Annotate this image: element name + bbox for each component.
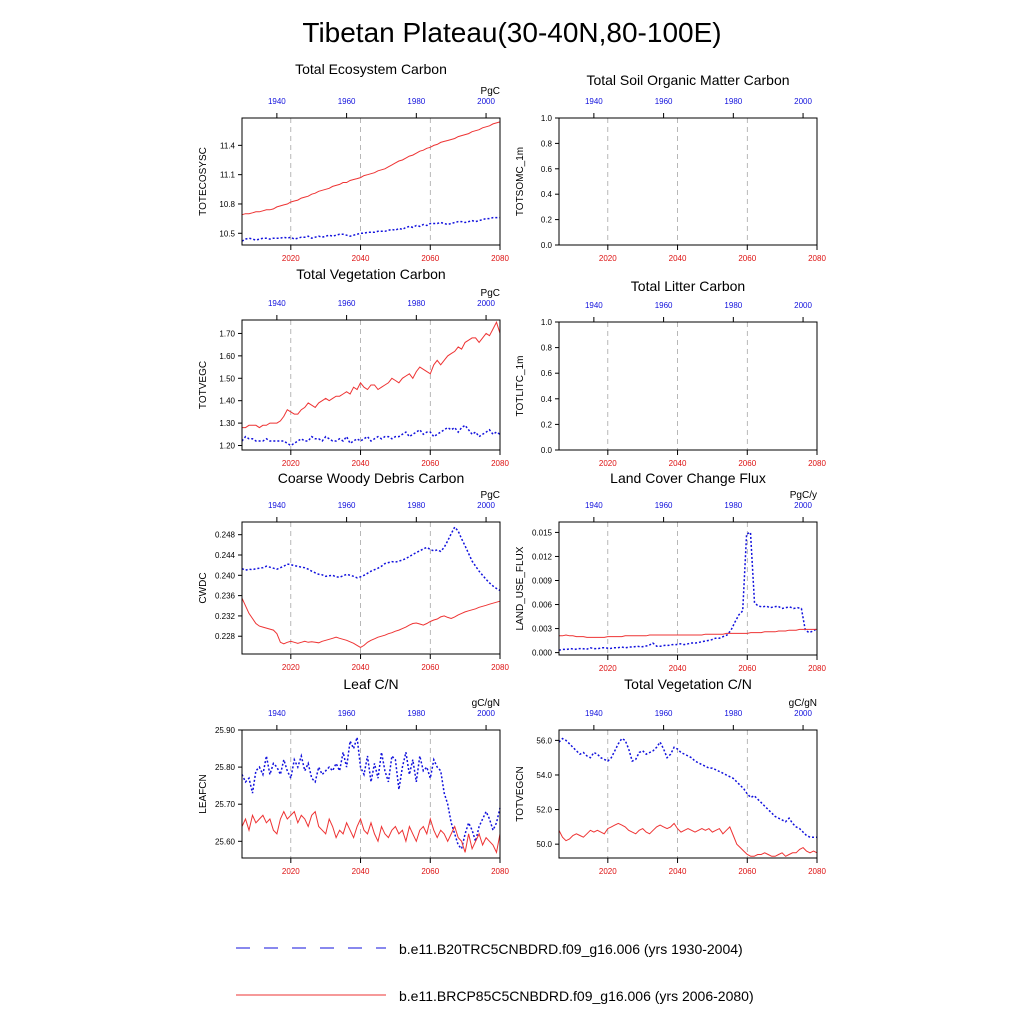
series-line-rcp85 (242, 598, 500, 647)
x-tick-label-bottom: 2040 (351, 459, 370, 468)
y-axis-label: TOTVEGCN (515, 766, 526, 822)
panel-units: gC/gN (788, 698, 817, 709)
x-tick-label-bottom: 2040 (668, 254, 687, 263)
y-tick-label: 56.0 (536, 736, 552, 746)
y-tick-label: 1.30 (219, 419, 235, 429)
x-tick-label-top: 1940 (584, 97, 603, 106)
x-tick-label-bottom: 2040 (351, 867, 370, 876)
series-line-historical (242, 527, 500, 590)
figure-title: Tibetan Plateau(30-40N,80-100E) (302, 17, 722, 48)
series-line-historical (242, 737, 500, 848)
legend (236, 941, 754, 1004)
y-tick-label: 1.0 (540, 114, 552, 123)
x-tick-label-top: 1960 (654, 301, 673, 310)
x-tick-label-bottom: 2060 (421, 867, 440, 876)
x-tick-label-top: 1960 (654, 501, 673, 510)
y-tick-label: 0.012 (531, 552, 552, 562)
plot-frame (559, 118, 817, 245)
panel-title: Total Soil Organic Matter Carbon (586, 72, 790, 88)
x-tick-label-bottom: 2080 (808, 867, 826, 876)
y-tick-label: 0.8 (540, 343, 552, 353)
y-tick-label: 25.70 (214, 800, 235, 810)
panel-title: Total Vegetation Carbon (296, 266, 446, 282)
chart-panel-6 (515, 470, 826, 673)
plot-frame (242, 118, 500, 245)
y-tick-label: 1.60 (219, 351, 235, 361)
x-tick-label-top: 1940 (584, 709, 603, 718)
plot-frame (559, 322, 817, 450)
x-tick-label-top: 2000 (794, 501, 812, 510)
y-tick-label: 25.90 (214, 726, 235, 735)
chart-panel-3 (198, 266, 509, 468)
x-tick-label-bottom: 2020 (281, 663, 300, 672)
panel-units: PgC/y (789, 490, 817, 501)
x-tick-label-top: 2000 (794, 709, 812, 718)
y-axis-label: CWDC (198, 572, 209, 604)
panel-units: gC/gN (471, 698, 500, 709)
x-tick-label-top: 1960 (337, 299, 356, 308)
series-line-historical (559, 739, 817, 838)
y-tick-label: 0.228 (214, 632, 235, 642)
y-tick-label: 0.236 (214, 591, 235, 601)
y-tick-label: 0.0 (540, 446, 552, 455)
x-tick-label-bottom: 2060 (738, 459, 757, 468)
y-tick-label: 1.70 (219, 329, 235, 339)
y-tick-label: 1.20 (219, 441, 235, 451)
panel-title: Land Cover Change Flux (610, 470, 766, 486)
y-tick-label: 11.1 (220, 170, 235, 180)
series-line-rcp85 (559, 629, 817, 637)
x-tick-label-bottom: 2020 (598, 664, 617, 673)
panel-title: Coarse Woody Debris Carbon (277, 470, 465, 486)
series-line-rcp85 (242, 122, 500, 215)
x-tick-label-bottom: 2060 (738, 664, 757, 673)
x-tick-label-bottom: 2060 (738, 254, 757, 263)
legend-label-series2: b.e11.BRCP85C5CNBDRD.f09_g16.006 (yrs 2006-2080) (399, 988, 754, 1004)
y-axis-label: TOTSOMC_1m (515, 146, 526, 217)
x-tick-label-bottom: 2060 (421, 254, 440, 263)
x-tick-label-top: 1960 (337, 97, 356, 106)
y-tick-label: 11.4 (220, 141, 235, 151)
y-tick-label: 0.244 (214, 551, 235, 560)
y-tick-label: 0.240 (214, 571, 235, 581)
x-tick-label-bottom: 2080 (491, 867, 509, 876)
x-tick-label-top: 1980 (407, 501, 426, 510)
chart-panel-1 (198, 61, 509, 263)
x-tick-label-top: 1940 (267, 97, 286, 106)
chart-panel-7 (198, 676, 509, 876)
plot-frame (242, 522, 500, 654)
panels (198, 61, 826, 876)
legend-label-series1: b.e11.B20TRC5CNBDRD.f09_g16.006 (yrs 1930-2004) (399, 941, 743, 957)
x-tick-label-top: 1940 (267, 299, 286, 308)
x-tick-label-top: 1940 (267, 709, 286, 718)
y-tick-label: 25.80 (214, 763, 235, 773)
y-tick-label: 0.006 (531, 600, 552, 610)
y-tick-label: 0.015 (531, 528, 552, 538)
x-tick-label-bottom: 2060 (421, 663, 440, 672)
x-tick-label-top: 1980 (407, 709, 426, 718)
y-tick-label: 0.248 (214, 530, 235, 540)
y-axis-label: LEAFCN (198, 774, 209, 814)
x-tick-label-top: 2000 (477, 709, 495, 718)
x-tick-label-bottom: 2020 (598, 867, 617, 876)
x-tick-label-bottom: 2040 (668, 459, 687, 468)
y-tick-label: 1.0 (540, 318, 552, 327)
y-tick-label: 54.0 (536, 770, 552, 780)
series-line-historical (242, 218, 500, 242)
x-tick-label-top: 1940 (267, 501, 286, 510)
y-tick-label: 0.003 (531, 624, 552, 634)
y-tick-label: 0.009 (531, 576, 552, 586)
series-line-rcp85 (559, 823, 817, 856)
x-tick-label-bottom: 2080 (808, 254, 826, 263)
y-tick-label: 0.0 (540, 241, 552, 250)
x-tick-label-top: 1980 (724, 501, 743, 510)
x-tick-label-top: 1940 (584, 301, 603, 310)
x-tick-label-bottom: 2060 (738, 867, 757, 876)
x-tick-label-top: 2000 (794, 97, 812, 106)
plot-frame (559, 730, 817, 858)
y-tick-label: 0.6 (540, 164, 552, 174)
x-tick-label-bottom: 2040 (668, 664, 687, 673)
y-tick-label: 1.50 (219, 374, 235, 384)
x-tick-label-top: 1960 (654, 97, 673, 106)
x-tick-label-bottom: 2040 (351, 663, 370, 672)
x-tick-label-bottom: 2060 (421, 459, 440, 468)
y-tick-label: 0.6 (540, 369, 552, 379)
y-tick-label: 1.40 (219, 396, 235, 406)
panel-title: Total Litter Carbon (630, 278, 746, 294)
panel-title: Leaf C/N (343, 676, 399, 692)
panel-units: PgC (480, 86, 500, 97)
series-line-historical (559, 532, 817, 650)
x-tick-label-top: 2000 (477, 299, 495, 308)
x-tick-label-bottom: 2080 (808, 664, 826, 673)
chart-panel-8 (515, 676, 826, 876)
y-tick-label: 50.0 (536, 840, 552, 850)
y-tick-label: 0.000 (531, 648, 552, 658)
y-axis-label: LAND_USE_FLUX (515, 546, 526, 631)
panel-units: PgC (480, 490, 500, 501)
y-tick-label: 0.4 (540, 394, 552, 404)
panel-title: Total Ecosystem Carbon (295, 61, 447, 77)
y-tick-label: 52.0 (536, 805, 552, 815)
x-tick-label-top: 1980 (407, 299, 426, 308)
x-tick-label-top: 2000 (794, 301, 812, 310)
x-tick-label-bottom: 2020 (281, 867, 300, 876)
series-line-rcp85 (242, 812, 500, 853)
x-tick-label-bottom: 2020 (281, 254, 300, 263)
chart-panel-4 (515, 278, 826, 468)
chart-panel-5 (198, 470, 509, 672)
y-tick-label: 10.8 (219, 199, 235, 209)
x-tick-label-top: 1980 (724, 709, 743, 718)
x-tick-label-top: 1980 (724, 97, 743, 106)
x-tick-label-top: 2000 (477, 97, 495, 106)
x-tick-label-bottom: 2080 (491, 254, 509, 263)
x-tick-label-bottom: 2040 (668, 867, 687, 876)
series-line-rcp85 (242, 322, 500, 427)
x-tick-label-bottom: 2020 (598, 459, 617, 468)
x-tick-label-top: 1940 (584, 501, 603, 510)
y-axis-label: TOTECOSYSC (198, 147, 209, 216)
y-tick-label: 0.2 (540, 420, 552, 430)
y-tick-label: 25.60 (214, 837, 235, 847)
panel-units: PgC (480, 288, 500, 299)
chart-panel-2 (515, 72, 826, 263)
x-tick-label-bottom: 2080 (491, 459, 509, 468)
x-tick-label-top: 1980 (407, 97, 426, 106)
x-tick-label-bottom: 2040 (351, 254, 370, 263)
panel-title: Total Vegetation C/N (624, 676, 752, 692)
x-tick-label-top: 1960 (654, 709, 673, 718)
y-tick-label: 0.232 (214, 611, 235, 621)
x-tick-label-bottom: 2080 (491, 663, 509, 672)
series-line-historical (242, 425, 500, 445)
y-tick-label: 0.2 (540, 215, 552, 225)
x-tick-label-top: 1960 (337, 501, 356, 510)
y-tick-label: 0.4 (540, 190, 552, 200)
y-axis-label: TOTLITC_1m (515, 355, 526, 417)
y-axis-label: TOTVEGC (198, 360, 209, 410)
x-tick-label-bottom: 2080 (808, 459, 826, 468)
x-tick-label-top: 2000 (477, 501, 495, 510)
y-tick-label: 10.5 (219, 229, 235, 239)
x-tick-label-top: 1980 (724, 301, 743, 310)
x-tick-label-bottom: 2020 (281, 459, 300, 468)
x-tick-label-bottom: 2020 (598, 254, 617, 263)
plot-frame (242, 730, 500, 858)
x-tick-label-top: 1960 (337, 709, 356, 718)
y-tick-label: 0.8 (540, 139, 552, 149)
